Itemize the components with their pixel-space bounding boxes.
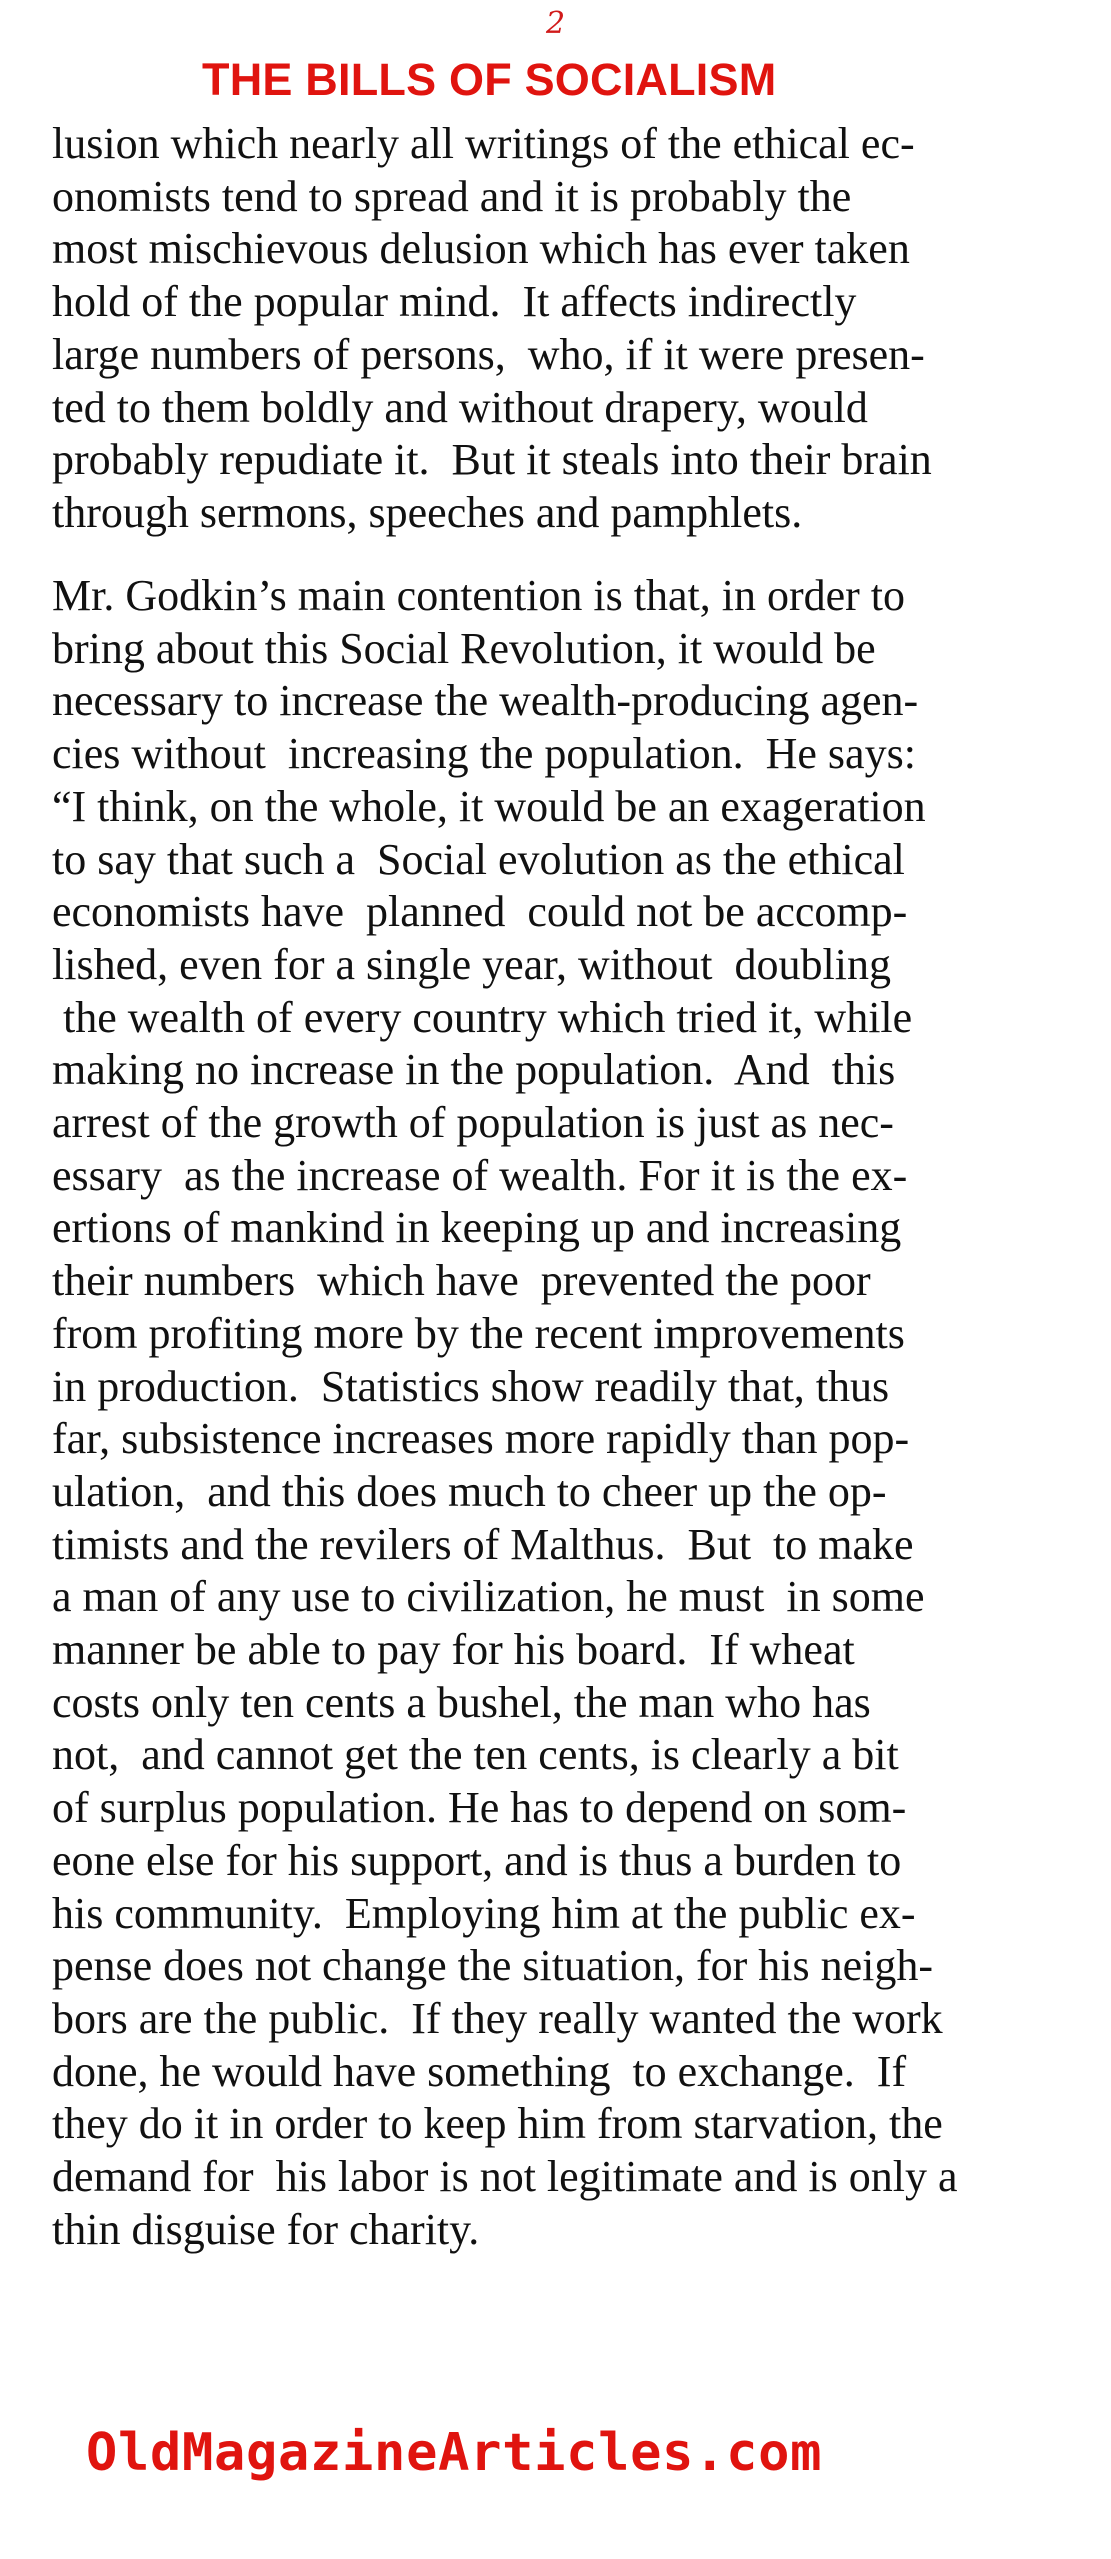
text-line: they do it in order to keep him from starvation, the [52,2099,943,2149]
text-line: costs only ten cents a bushel, the man who has [52,1677,871,1727]
text-line: lished, even for a single year, without doubling [52,939,891,989]
text-line: cies without increasing the population. He says: [52,729,916,779]
text-line: not, and cannot get the ten cents, is clearly a bit [52,1730,899,1780]
text-line: manner be able to pay for his board. If wheat [52,1625,855,1675]
text-line: to say that such a Social evolution as the ethical [52,834,905,884]
text-line: pense does not change the situation, for his neigh- [52,1941,934,1991]
page-number: 2 [545,6,566,41]
text-line: economists have planned could not be accomp- [52,887,908,937]
text-line: lusion which nearly all writings of the ethical ec- [52,119,915,168]
article-paragraph [52,570,957,2257]
text-line: ted to them boldly and without drapery, would [52,382,868,432]
article-title: THE BILLS OF SOCIALISM [202,54,777,105]
text-line: done, he would have something to exchange. If [52,2046,907,2096]
text-line: Mr. Godkin’s main contention is that, in order to [52,571,906,620]
text-line: far, subsistence increases more rapidly than pop- [52,1414,910,1464]
text-line: ertions of mankind in keeping up and increasing [52,1203,902,1253]
text-line: onomists tend to spread and it is probably the [52,171,852,221]
text-line: making no increase in the population. And this [52,1045,896,1095]
text-line: from profiting more by the recent improvements [52,1308,905,1358]
text-line: bors are the public. If they really wanted the work [52,1993,943,2043]
text-line: eone else for his support, and is thus a burden to [52,1835,902,1885]
text-line: their numbers which have prevented the poor [52,1256,871,1306]
text-line: “I think, on the whole, it would be an exageration [52,781,926,831]
text-line: of surplus population. He has to depend on som- [52,1783,907,1833]
text-line: ulation, and this does much to cheer up the op- [52,1466,887,1516]
text-line: necessary to increase the wealth-producing agen- [52,676,919,726]
text-line: thin disguise for charity. [52,2204,480,2254]
text-line: probably repudiate it. But it steals into their brain [52,435,932,485]
site-logo: OldMagazineArticles.com [86,2423,823,2483]
text-line: demand for his labor is not legitimate and is only a [52,2152,958,2202]
text-line: his community. Employing him at the public ex- [52,1888,916,1938]
text-line: large numbers of persons, who, if it were presen- [52,329,925,379]
article-paragraph [52,118,932,540]
text-line: the wealth of every country which tried it, while [52,992,913,1042]
text-line: through sermons, speeches and pamphlets. [52,487,803,537]
text-line: timists and the revilers of Malthus. But to make [52,1519,914,1569]
text-line: bring about this Social Revolution, it would be [52,623,876,673]
text-line: essary as the increase of wealth. For it is the ex- [52,1150,908,1200]
text-line: most mischievous delusion which has ever taken [52,224,910,274]
text-line: hold of the popular mind. It affects indirectly [52,277,857,327]
text-line: in production. Statistics show readily that, thus [52,1361,890,1411]
text-line: arrest of the growth of population is just as nec- [52,1098,894,1148]
text-line: a man of any use to civilization, he must in some [52,1572,925,1622]
